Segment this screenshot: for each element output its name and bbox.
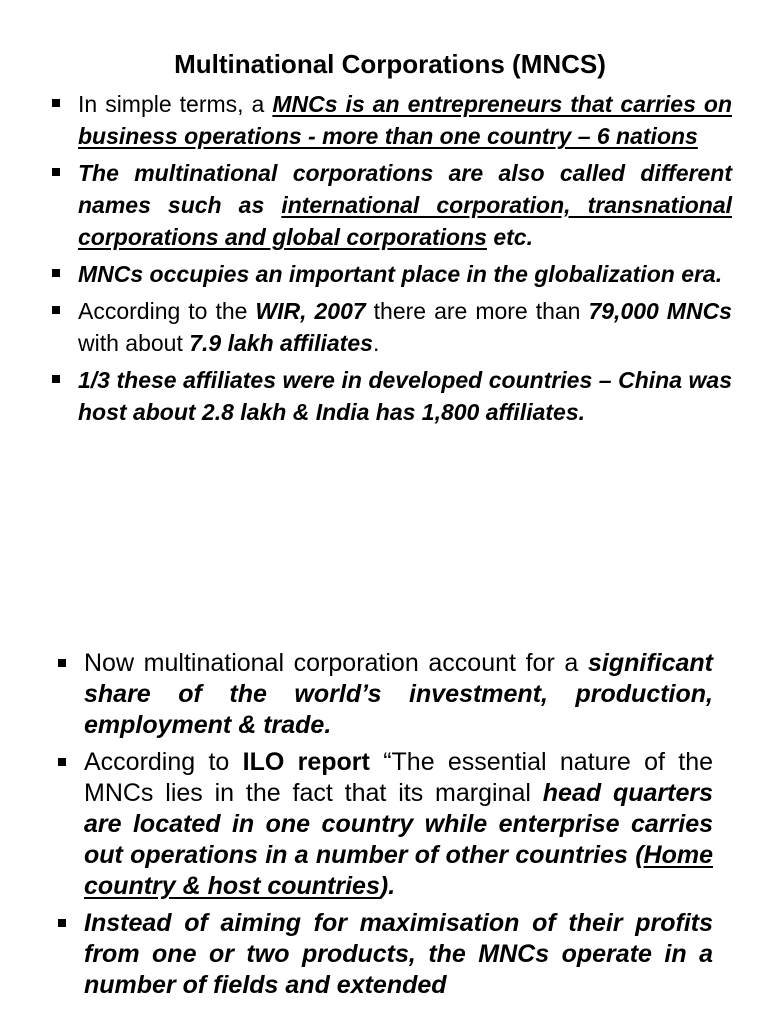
list-item bbox=[78, 364, 732, 428]
bullet-list-bottom bbox=[84, 648, 713, 1007]
text: According to the bbox=[78, 298, 256, 324]
emphasis-text: head quarters are located in one country while enterprise carries out operations in a number of other countries ( bbox=[84, 779, 713, 869]
list-item bbox=[78, 258, 732, 290]
text: there are more than bbox=[365, 298, 589, 324]
emphasis-text: ). bbox=[379, 872, 396, 900]
emphasis-text: Instead of aiming for maximisation of their profits from one or two products, the MNCs operate in a number of fields and extended bbox=[84, 909, 713, 999]
emphasis-text: etc. bbox=[486, 224, 533, 250]
emphasis-text: Home country & host countries bbox=[84, 841, 713, 900]
page-title: Multinational Corporations (MNCS) bbox=[174, 49, 606, 79]
list-item bbox=[84, 908, 713, 1001]
emphasis-text: international corporation, transnational corporations and global corporations bbox=[78, 192, 733, 250]
emphasis-text: MNCs is an entrepreneurs that carries on business operations - more than one country – 6 nations bbox=[78, 91, 733, 149]
list-item bbox=[78, 88, 732, 152]
text: . bbox=[372, 330, 380, 356]
emphasis-text: WIR, 2007 bbox=[255, 298, 366, 324]
list-item bbox=[84, 747, 713, 902]
emphasis-text: 1/3 these affiliates were in developed countries – China was host about 2.8 lakh & India has 1,800 affiliates. bbox=[78, 367, 732, 425]
text: “The essential nature of the MNCs lies in the fact that its marginal bbox=[84, 748, 714, 807]
list-item bbox=[84, 648, 713, 741]
emphasis-text: The multinational corporations are also called different names such as bbox=[78, 160, 732, 218]
emphasis-text: MNCs occupies an important place in the globalization era. bbox=[78, 261, 723, 287]
list-item bbox=[78, 157, 732, 253]
list-item bbox=[78, 295, 732, 359]
text: with about bbox=[78, 330, 190, 356]
emphasis-text: ILO report bbox=[242, 748, 370, 776]
emphasis-text: 7.9 lakh affiliates bbox=[189, 330, 373, 356]
emphasis-text: 79,000 MNCs bbox=[588, 298, 732, 324]
text: Now multinational corporation account for a bbox=[84, 649, 588, 677]
bullet-list-top bbox=[78, 88, 732, 433]
text: According to bbox=[84, 748, 243, 776]
emphasis-text: significant share of the world’s investment, production, employment & trade. bbox=[84, 649, 713, 739]
text: In simple terms, a bbox=[78, 91, 273, 117]
